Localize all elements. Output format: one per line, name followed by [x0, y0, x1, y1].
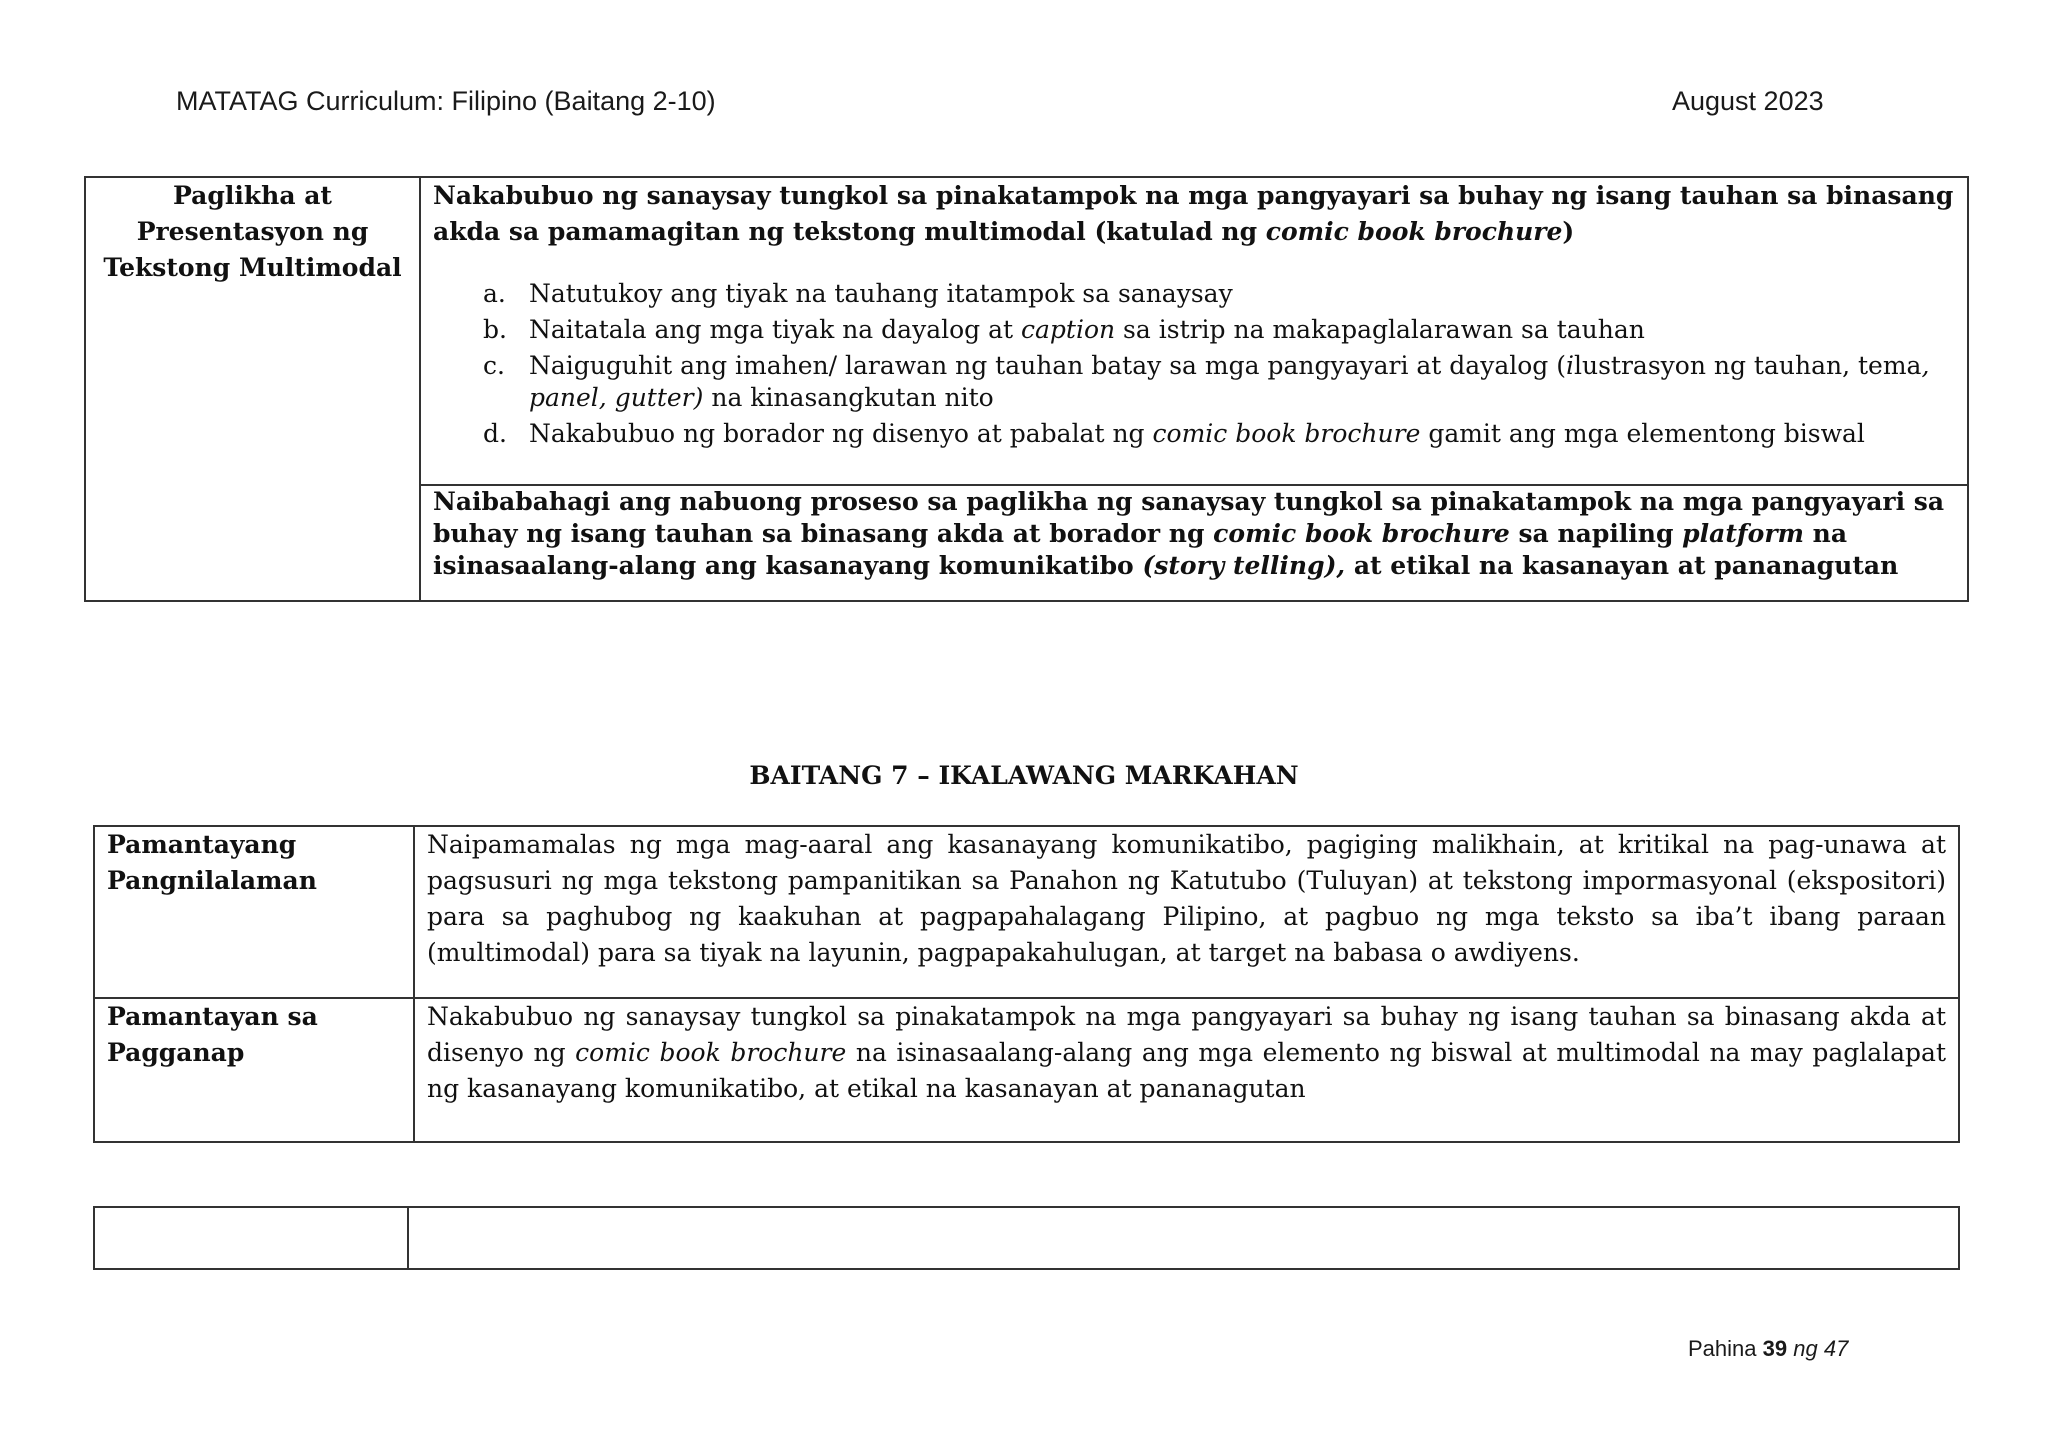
standards-table — [93, 825, 1960, 1143]
list-item: a. Natutukoy ang tiyak na tauhang itatampok sa sanaysay — [483, 279, 1233, 308]
header-date: August 2023 — [1672, 86, 1824, 116]
performance-standard-label: Pamantayan sa Pagganap — [94, 998, 414, 1142]
table-row — [94, 998, 1959, 1142]
domain-label-cell — [85, 177, 420, 601]
list-item: c. Naiguguhit ang imahen/ larawan ng tauhan batay sa mga pangyayari at dayalog (ilustrasyon ng tauhan, tema, panel, gutter) na kinasangkutan nito — [483, 351, 1930, 412]
section-title: BAITANG 7 – IKALAWANG MARKAHAN — [749, 761, 1299, 790]
domain-label-line: Paglikha at — [173, 181, 332, 210]
page-number: Pahina 39 ng 47 — [1688, 1336, 1849, 1361]
sharing-cell: Naibabahagi ang nabuong proseso sa paglikha ng sanaysay tungkol sa pinakatampok na mga pangyayari sa buhay ng isang tauhan sa binasang akda at borador ng comic book brochure sa napiling platform na isinasaalang-alang ang kasanayang komunikatibo (story telling), at etikal na kasanayan at pananagutan — [420, 485, 1968, 601]
empty-cell — [94, 1207, 408, 1269]
content-standard-text: Naipamamalas ng mga mag-aaral ang kasanayang komunikatibo, pagiging malikhain, at kritikal na pag-unawa at pagsusuri ng mga tekstong pampanitikan sa Panahon ng Katutubo (Tuluyan) at tekstong impormasyonal (ekspositori) para sa paghubog ng kaakuhan at pagpapahalagang Pilipino, at pagbuo ng mga teksto sa iba’t ibang paraan (multimodal) para sa tiyak na layunin, pagpapakahulugan, at target na babasa o awdiyens. — [414, 826, 1959, 998]
content-standard-label: Pamantayang Pangnilalaman — [94, 826, 414, 998]
domain-label-line: Presentasyon ng — [136, 217, 369, 246]
performance-standard-text: Nakabubuo ng sanaysay tungkol sa pinakatampok na mga pangyayari sa buhay ng isang tauhan sa binasang akda at disenyo ng comic book brochure na isinasaalang-alang ang mga elemento ng biswal at multimodal na may paglalapat ng kasanayang komunikatibo, at etikal na kasanayan at pananagutan — [414, 998, 1959, 1142]
domain-label-line: Tekstong Multimodal — [103, 253, 402, 282]
competency-heading: Nakabubuo ng sanaysay tungkol sa pinakatampok na mga pangyayari sa buhay ng isang tauhan sa binasang akda sa pamamagitan ng tekstong multimodal (katulad ng comic book brochure) — [433, 181, 1954, 246]
list-item: d. Nakabubuo ng borador ng disenyo at pabalat ng comic book brochure gamit ang mga elementong biswal — [483, 419, 1865, 448]
table-row — [94, 1207, 1959, 1269]
table-row — [94, 826, 1959, 998]
competency-table — [84, 176, 1969, 602]
header-title: MATATAG Curriculum: Filipino (Baitang 2-10) — [176, 86, 716, 116]
empty-cell — [408, 1207, 1959, 1269]
empty-table — [93, 1206, 1960, 1270]
competency-cell — [420, 177, 1968, 485]
sub-competency-list — [433, 278, 1955, 450]
list-item: b. Naitatala ang mga tiyak na dayalog at caption sa istrip na makapaglalarawan sa tauhan — [483, 315, 1645, 344]
